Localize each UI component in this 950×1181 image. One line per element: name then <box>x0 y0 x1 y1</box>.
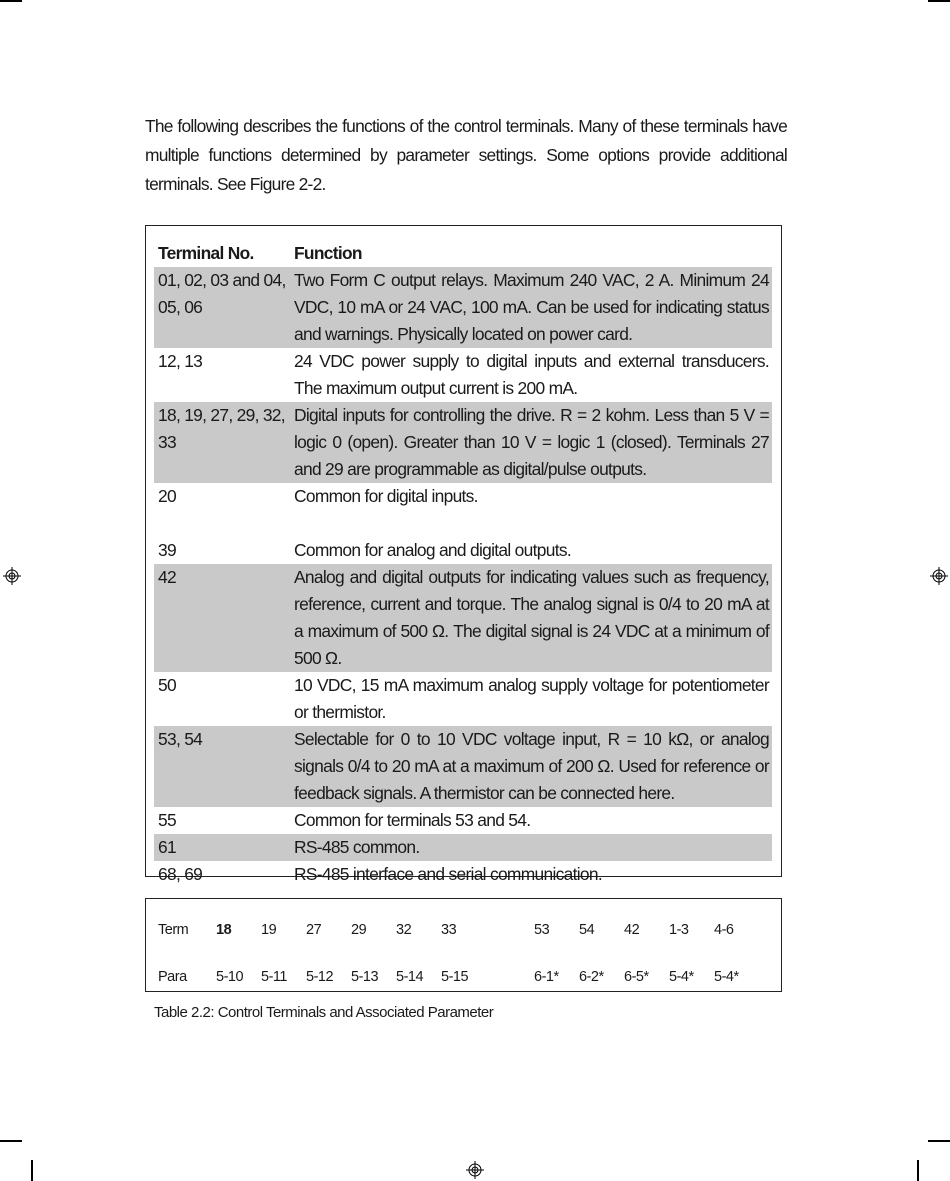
crop-mark-top-left <box>0 0 22 2</box>
table-row <box>154 807 772 834</box>
function-cell: Analog and digital outputs for indicating values such as frequency, reference, current and torque. The analog signal is 0/4 to 20 mA at a maximum of 500 Ω. The digital signal is 24 VDC at a minimum of 500 Ω. <box>290 564 772 672</box>
term-cell: 19 <box>261 921 277 938</box>
para-cell: 5-13 <box>351 968 379 985</box>
function-cell: Common for terminals 53 and 54. <box>294 810 531 830</box>
parameter-table <box>158 906 759 1000</box>
table-row <box>154 834 772 861</box>
term-cell: 4-6 <box>714 921 734 938</box>
terminal-column-header: Terminal No. <box>158 243 254 263</box>
function-cell: RS-485 interface and serial communication. <box>294 864 602 884</box>
terminal-cell: 61 <box>154 834 290 861</box>
term-cell: 54 <box>579 921 595 938</box>
crop-mark-top-right <box>928 0 950 2</box>
table-row <box>154 267 772 348</box>
terminal-cell: 50 <box>158 675 176 695</box>
function-cell: Two Form C output relays. Maximum 240 VAC, 2 A. Minimum 24 VDC, 10 mA or 24 VAC, 100 mA. Can be used for indicating status and warnings. Physically located on power card. <box>290 267 772 348</box>
table-row <box>154 672 772 726</box>
crop-mark-bottom-right-v <box>917 1160 919 1181</box>
table-row <box>154 726 772 807</box>
function-cell: Selectable for 0 to 10 VDC voltage input, R = 10 kΩ, or analog signals 0/4 to 20 mA at a maximum of 200 Ω. Used for reference or feedback signals. A thermistor can be connected here. <box>290 726 772 807</box>
term-cell: 29 <box>351 921 367 938</box>
term-cell: 33 <box>441 921 457 938</box>
term-cell: 27 <box>306 921 322 938</box>
terminal-cell: 12, 13 <box>158 351 203 371</box>
registration-mark-icon <box>3 567 21 585</box>
terminal-cell: 68, 69 <box>158 864 203 884</box>
table-row <box>154 348 772 402</box>
table-row <box>154 483 772 537</box>
terminal-cell: 01, 02, 03 and 04, 05, 06 <box>154 267 290 348</box>
para-cell: 5-10 <box>216 968 244 985</box>
para-row <box>158 953 759 1000</box>
para-cell: 5-4* <box>669 968 694 985</box>
para-cell: 5-11 <box>261 968 287 985</box>
terminal-cell: 39 <box>158 540 176 560</box>
terminal-function-table <box>154 238 772 888</box>
terminal-cell: 20 <box>158 486 176 506</box>
registration-mark-icon <box>930 567 948 585</box>
function-cell: 24 VDC power supply to digital inputs and external transducers. The maximum output current is 200 mA. <box>294 351 769 398</box>
table-row <box>154 402 772 483</box>
para-cell: 5-4* <box>714 968 739 985</box>
term-cell: 53 <box>534 921 550 938</box>
terminal-cell: 42 <box>154 564 290 672</box>
table-row <box>154 564 772 672</box>
terminal-cell: 53, 54 <box>154 726 290 807</box>
para-cell: 6-1* <box>534 968 559 985</box>
table-row <box>154 861 772 888</box>
crop-mark-bottom-left-v <box>31 1160 33 1181</box>
para-cell: 5-15 <box>441 968 469 985</box>
para-label: Para <box>158 968 187 985</box>
registration-mark-icon <box>466 1161 484 1179</box>
para-cell: 5-12 <box>306 968 334 985</box>
crop-mark-bottom-right-h <box>928 1140 950 1142</box>
term-label: Term <box>158 921 189 938</box>
table-caption: Table 2.2: Control Terminals and Associated Parameter <box>154 1004 494 1021</box>
crop-mark-bottom-left-h <box>0 1140 22 1142</box>
term-cell: 18 <box>216 921 232 938</box>
term-cell: 42 <box>624 921 640 938</box>
function-column-header: Function <box>294 243 362 263</box>
intro-paragraph: The following describes the functions of the control terminals. Many of these terminals have multiple functions determined by parameter settings. Some options provide additional terminals. See Figure 2-2. <box>145 116 787 194</box>
para-cell: 6-5* <box>624 968 649 985</box>
function-cell: Digital inputs for controlling the drive. R = 2 kohm. Less than 5 V = logic 0 (open). Greater than 10 V = logic 1 (closed). Terminals 27 and 29 are programmable as digital/pulse outputs. <box>290 402 772 483</box>
table-header-row <box>154 238 772 267</box>
term-cell: 32 <box>396 921 412 938</box>
para-cell: 6-2* <box>579 968 604 985</box>
function-cell: 10 VDC, 15 mA maximum analog supply voltage for potentiometer or thermistor. <box>294 675 769 722</box>
function-cell: Common for digital inputs. <box>294 486 478 506</box>
terminal-cell: 55 <box>158 810 176 830</box>
term-cell: 1-3 <box>669 921 689 938</box>
para-cell: 5-14 <box>396 968 424 985</box>
function-cell: Common for analog and digital outputs. <box>294 540 571 560</box>
term-row <box>158 906 759 953</box>
terminal-cell: 18, 19, 27, 29, 32, 33 <box>154 402 290 483</box>
function-cell: RS-485 common. <box>290 834 772 861</box>
table-row <box>154 537 772 564</box>
